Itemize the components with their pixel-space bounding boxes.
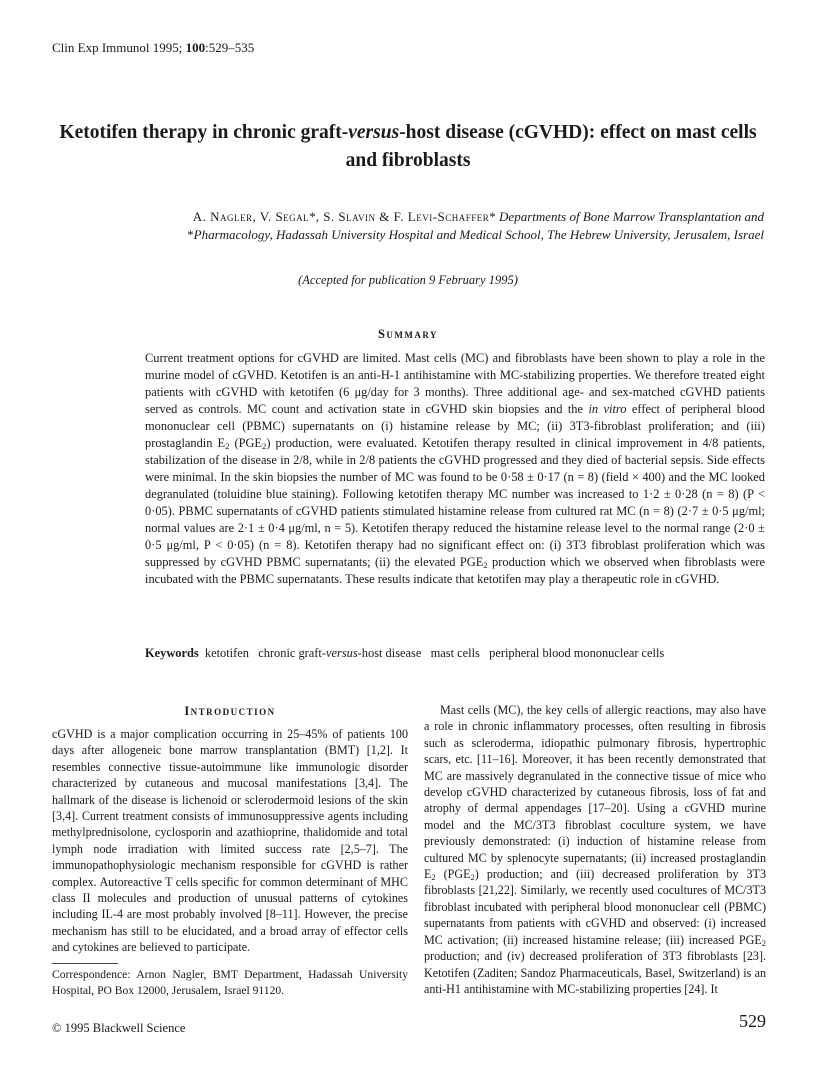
summary-in-vitro: in vitro bbox=[588, 402, 627, 416]
subscript: 2 bbox=[431, 872, 436, 883]
journal-pages: :529–535 bbox=[205, 40, 255, 55]
introduction-left-column: cGVHD is a major complication occurring in 25–45% of patients 100 days after allogeneic bone marrow transplantation (BMT) [1,2]. It resembles connective tissue-autoimmune like immunologic disorder characterized by cutaneous and mucosal manifestations [3,4]. The hallmark of the disease is lichenoid or sclerodermoid lesions of the skin [3,4]. Current treatment consists of immunosuppressive agents including methylprednisolone, cyclosporin and azathioprine, thalidomide and total lymph node irradiation with limited success rate [2,5–7]. The immunopathophysiologic mechanism responsible for cGVHD is rather complex. Autoreactive T cells specific for common determinant of MHC class II molecules and production of unusual patterns of cytokines including IL-4 are most probably involved [8–11]. However, the precise mechanism has still to be elucidated, and a broad array of effector cells and cytokines are believed to participate. bbox=[52, 727, 408, 955]
author-names-1: A. Nagler, V. Segal bbox=[192, 209, 310, 224]
summary-part-4: ) production, were evaluated. Ketotifen therapy resulted in clinical improvement in 4/8 patients, stabilization of the disease in 2/8, while in 2/8 patients the cGVHD progressed and they died of bacterial sepsis. Side effects were minimal. In the skin biopsies the number of MC was found to be 0·58 ± 0·17 (n = 8) (field × 400) and the MC looked degranulated (toluidine blue staining). Following ketotifen therapy MC number was increased to 1·2 ± 0·28 (n = 8) (P < 0·05). PBMC supernatants of cGVHD patients stimulated histamine release from cultured rat MC (n = 8) (2·7 ± 0·5 μg/ml; normal values are 2·1 ± 0·4 μg/ml, n = 5). Ketotifen therapy reduced the histamine release level to the normal range (2·0 ± 0·5 μg/ml, P < 0·05) (n = 8). Ketotifen therapy had no significant effect on: (i) 3T3 fibroblast proliferation which was suppressed by cGVHD PBMC supernatants; (ii) the elevated PGE bbox=[145, 436, 765, 569]
title-part-2: -host disease (cGVHD): effect on mast cells and fibroblasts bbox=[345, 122, 757, 171]
summary-part-5: production which we observed when fibroblasts were incubated with the PBMC supernatants. These results indicate that ketotifen may play a therapeutic role in cGVHD. bbox=[145, 555, 766, 586]
accepted-date: (Accepted for publication 9 February 1995) bbox=[298, 273, 518, 287]
subscript: 2 bbox=[470, 872, 475, 883]
footnote-divider bbox=[52, 963, 118, 964]
introduction-right-column bbox=[424, 702, 766, 997]
author-mark-2: * bbox=[489, 209, 496, 224]
page-number: 529 bbox=[739, 1011, 766, 1031]
intro-right-part-2: (PGE bbox=[435, 867, 471, 882]
summary-part-1: Current treatment options for cGVHD are limited. Mast cells (MC) and fibroblasts have been shown to play a role in the murine model of cGVHD. Ketotifen is an anti-H-1 antihistamine with MC-stabilizing properties. We therefore treated eight patients with cGVHD with ketotifen (6 μg/day for 3 months). Three additional age- and sex-matched cGVHD patients served as controls. MC count and activation state in cGVHD skin biopsies and the bbox=[145, 351, 765, 416]
summary-text bbox=[145, 350, 765, 588]
intro-right-part-1: Mast cells (MC), the key cells of allergic reactions, may also have a role in chronic inflammatory processes, often resulting in fibrosis such as scleroderma, idiopathic pulmonary fibrosis, hypertrophic scars, etc. [11–16]. Moreover, it has been recently demonstrated that MC are massively degranulated in the connective tissue of mice who develop cGVHD characterized by cutaneous fibrosis, loss of fat and atrophy of dermal appendages [17–20]. Using a cGVHD murine model and the MC/3T3 fibroblast coculture system, we have previously demonstrated: (i) induction of histamine release from cultured MC by splenocyte supernatants; (ii) increased prostaglandin E bbox=[424, 703, 766, 882]
intro-right-part-4: production; and (iv) decreased proliferation of 3T3 fibroblasts [23]. Ketotifen (Zaditen; Sandoz Pharmaceuticals, Basel, Switzerland) is an anti-H1 antihistamine with MC-stabilizing properties [24]. It bbox=[424, 949, 766, 996]
journal-name: Clin Exp Immunol 1995; bbox=[52, 40, 183, 55]
journal-reference bbox=[52, 40, 254, 56]
subscript: 2 bbox=[761, 937, 766, 948]
keywords-part-1: ketotifen chronic graft- bbox=[198, 646, 326, 660]
article-title bbox=[52, 119, 764, 175]
author-line bbox=[72, 208, 764, 244]
affiliation-mark: * bbox=[187, 227, 194, 242]
affiliation-2: Pharmacology, Hadassah University Hospital and Medical School, The Hebrew University, Jerusalem, Israel bbox=[193, 227, 764, 242]
author-mark-1: * bbox=[309, 209, 316, 224]
summary-part-2: effect of peripheral blood mononuclear cell (PBMC) supernatants on (i) histamine release by MC; (ii) 3T3-fibroblast proliferation; and (iii) prostaglandin E bbox=[145, 402, 765, 450]
keywords bbox=[145, 645, 765, 662]
keywords-part-2: -host disease mast cells peripheral blood mononuclear cells bbox=[357, 646, 665, 660]
subscript: 2 bbox=[262, 441, 267, 452]
introduction-heading: Introduction bbox=[184, 704, 276, 718]
affiliation-1: Departments of Bone Marrow Transplantation and bbox=[495, 209, 764, 224]
journal-volume: 100 bbox=[185, 40, 206, 55]
correspondence-note: Correspondence: Arnon Nagler, BMT Department, Hadassah University Hospital, PO Box 12000, Jerusalem, Israel 91120. bbox=[52, 968, 408, 997]
subscript: 2 bbox=[483, 560, 488, 571]
keywords-versus: versus bbox=[326, 646, 358, 660]
copyright: © 1995 Blackwell Science bbox=[52, 1021, 186, 1035]
intro-right-part-3: ) production; and (iii) decreased proliferation by 3T3 fibroblasts [21,22]. Similarly, we recently used cocultures of MC/3T3 fibroblast incubated with peripheral blood mononuclear cell (PBMC) supernatants from patients with cGVHD and observed: (i) increased MC activation; (ii) increased histamine release; (iii) increased PGE bbox=[424, 867, 766, 947]
summary-heading: Summary bbox=[377, 327, 439, 341]
keywords-label: Keywords bbox=[145, 646, 199, 660]
author-names-2: , S. Slavin & F. Levi-Schaffer bbox=[315, 209, 490, 224]
summary-part-3: (PGE bbox=[229, 436, 262, 450]
title-versus: versus bbox=[348, 122, 400, 143]
title-part-1: Ketotifen therapy in chronic graft- bbox=[59, 122, 349, 143]
subscript: 2 bbox=[225, 441, 230, 452]
